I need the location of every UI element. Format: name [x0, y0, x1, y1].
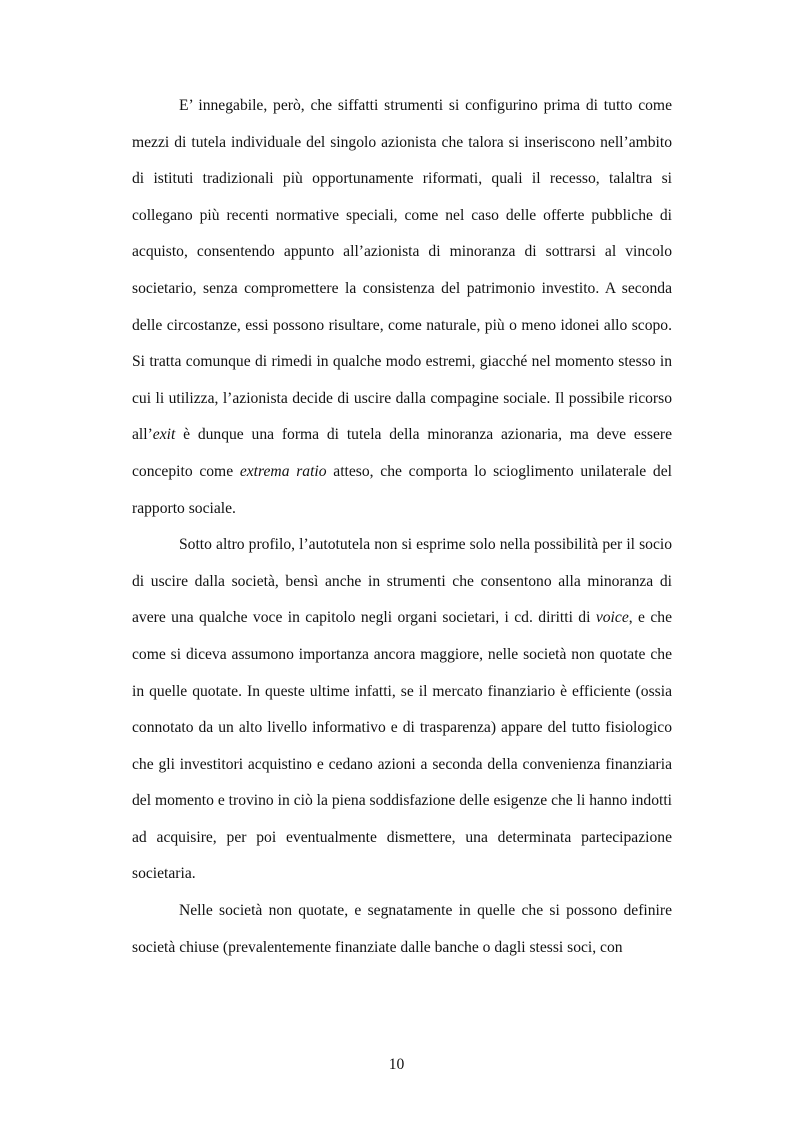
paragraph-2 — [132, 527, 672, 893]
italic-term-exit: exit — [152, 426, 176, 444]
text-run: Sotto altro profilo, l’autotutela non si esprime solo nella possibilità per il socio di uscire dalla società, bensì anche in strumenti che consentono alla minoranza di avere una qualche voce in capitolo negli organi societari, i cd. diritti di — [132, 536, 672, 627]
text-run: atteso, che comporta lo scioglimento unilaterale del rapporto sociale. — [132, 462, 672, 517]
text-run: Nelle società non quotate, e segnatamente in quelle che si possono definire società chiuse (prevalentemente finanziate dalle banche o dagli stessi soci, con — [132, 902, 672, 956]
paragraph-3 — [132, 893, 672, 966]
text-run: è dunque una forma di tutela della minoranza azionaria, ma deve essere concepito come — [132, 426, 672, 480]
text-run: E’ innegabile, però, che siffatti strumenti si configurino prima di tutto come mezzi di tutela individuale del singolo azionista che talora si inseriscono nell’ambito di istituti tradizionali più opportunamente riformati, quali il recesso, talaltra si collegano più recenti normative speciali, come nel caso delle offerte pubbliche di acquisto, consentendo appunto all’azionista di minoranza di sottrarsi al vincolo societario, senza compromettere la consistenza del patrimonio investito. A seconda delle circostanze, essi possono risultare, come naturale, più o meno idonei allo scopo. Si tratta comunque di rimedi in qualche modo estremi, giacché nel momento stesso in cui li utilizza, l’azionista decide di uscire dalla compagine sociale. Il possibile ricorso all’ — [132, 97, 672, 444]
body-text — [132, 88, 672, 966]
text-run: , e che come si diceva assumono importanza ancora maggiore, nelle società non quotate che in quelle quotate. In queste ultime infatti, se il mercato finanziario è efficiente (ossia connotato da un alto livello informativo e di trasparenza) appare del tutto fisiologico che gli investitori acquistino e cedano azioni a seconda della convenienza finanziaria del momento e trovino in ciò la piena soddisfazione delle esigenze che li hanno indotti ad acquisire, per poi eventualmente dismettere, una determinata partecipazione societaria. — [132, 609, 672, 883]
page-number: 10 — [388, 1056, 405, 1073]
italic-term-voice: voice — [595, 609, 629, 627]
paragraph-1 — [132, 88, 672, 527]
italic-term-extrema-ratio: extrema ratio — [239, 462, 327, 480]
